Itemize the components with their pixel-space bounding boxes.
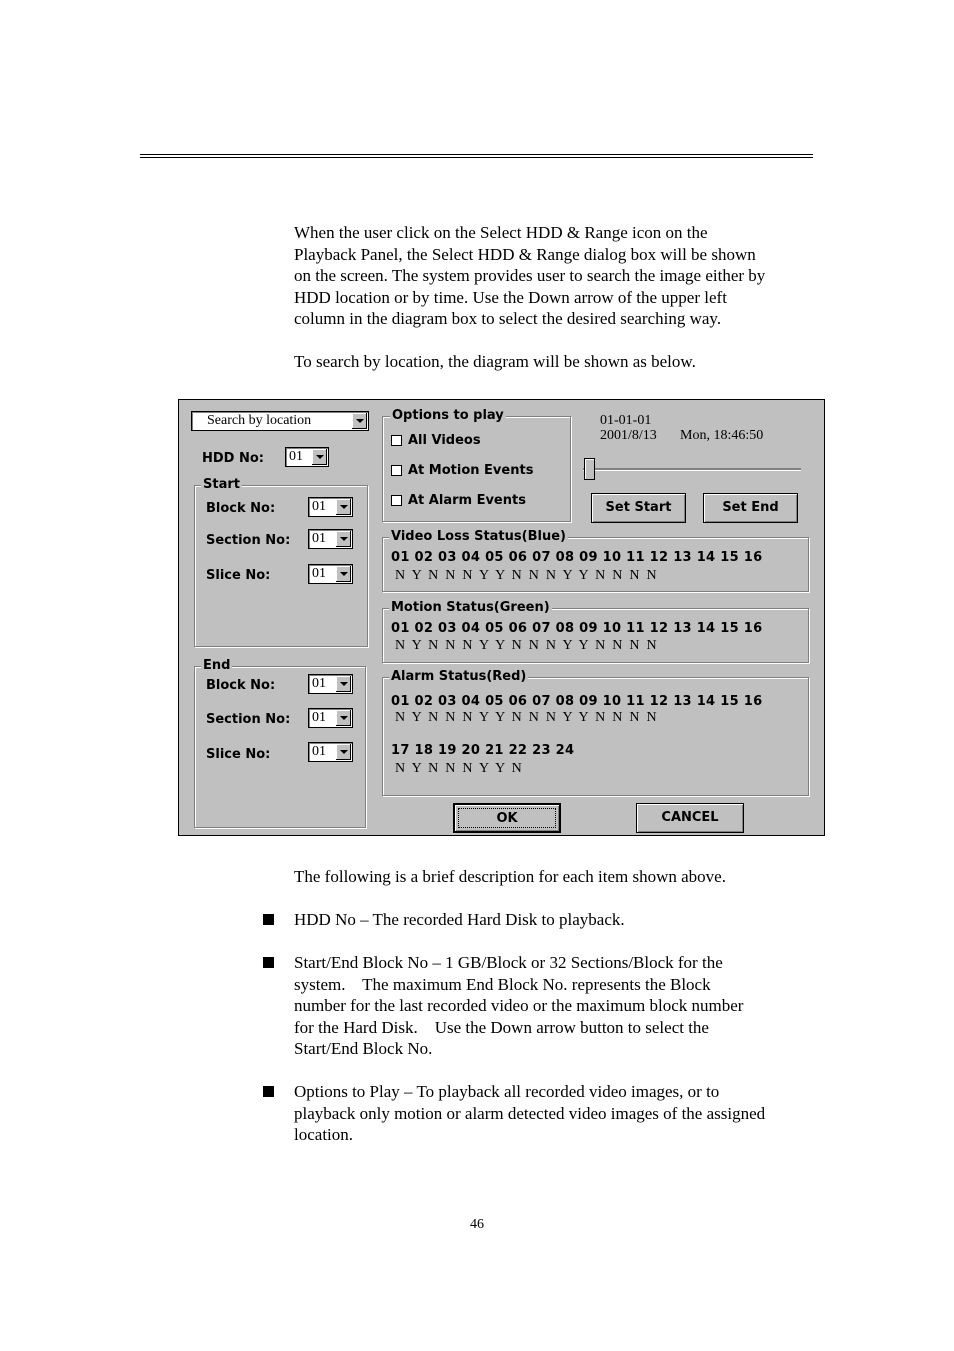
time-day-time: Mon, 18:46:50 [680,428,764,443]
bullet-options [294,1081,824,1146]
intro-paragraph [294,222,824,330]
time-line-1: 01-01-01 [600,413,652,428]
bullet-line: Start/End Block No – 1 GB/Block or 32 Sections/Block for the [294,953,723,972]
start-section-value: 01 [312,531,326,546]
intro-paragraph-2: To search by location, the diagram will be shown as below. [294,352,696,371]
at-alarm-label: At Alarm Events [408,493,526,508]
ok-button[interactable]: OK [453,803,561,833]
chevron-down-icon[interactable] [312,449,327,465]
all-videos-label: All Videos [408,433,481,448]
intro-line: column in the diagram box to select the desired searching way. [294,309,722,328]
bullet-hdd-no: HDD No – The recorded Hard Disk to playback. [294,910,625,929]
motion-channels: 01 02 03 04 05 06 07 08 09 10 11 12 13 14 15 16 [391,621,763,636]
set-end-button[interactable]: Set End [703,493,798,523]
end-group-title: End [203,658,231,673]
at-alarm-checkbox[interactable] [391,495,402,506]
at-motion-checkbox[interactable] [391,465,402,476]
bullet-line: for the Hard Disk. Use the Down arrow button to select the [294,1017,709,1037]
at-motion-label: At Motion Events [408,463,534,478]
intro-line: When the user click on the Select HDD & Range icon on the [294,223,708,242]
chevron-down-icon[interactable] [352,413,367,429]
motion-status: N Y N N N Y Y N N N Y Y N N N N [395,638,657,653]
chevron-down-icon[interactable] [336,676,351,692]
cancel-button[interactable]: CANCEL [636,803,744,833]
description-lead: The following is a brief description for each item shown above. [294,867,726,886]
bullet-square-icon [263,957,274,968]
start-block-label: Block No: [206,501,276,516]
intro-line: on the screen. The system provides user to search the image either by [294,266,766,285]
header-rule-bottom [140,157,813,158]
search-mode-value: Search by location [207,413,312,428]
alarm-title: Alarm Status(Red) [391,669,527,684]
video-loss-status: N Y N N N Y Y N N N Y Y N N N N [395,568,657,583]
bullet-line: location. [294,1125,354,1144]
intro-line: HDD location or by time. Use the Down arrow of the upper left [294,287,727,307]
options-group-title: Options to play [392,408,504,423]
start-section-label: Section No: [206,533,291,548]
chevron-down-icon[interactable] [336,531,351,547]
alarm-status-2: N Y N N N Y Y N [395,761,522,776]
end-section-value: 01 [312,710,326,725]
alarm-channels-1: 01 02 03 04 05 06 07 08 09 10 11 12 13 14 15 16 [391,694,763,709]
start-block-value: 01 [312,499,326,514]
chevron-down-icon[interactable] [336,566,351,582]
alarm-channels-2: 17 18 19 20 21 22 23 24 [391,743,575,758]
time-slider-thumb[interactable] [584,458,595,480]
motion-title: Motion Status(Green) [391,600,550,615]
bullet-line: playback only motion or alarm detected video images of the assigned [294,1103,766,1123]
bullet-square-icon [263,1086,274,1097]
start-section-select[interactable] [308,529,353,549]
end-block-value: 01 [312,676,326,691]
bullet-line: Options to Play – To playback all recorded video images, or to [294,1082,720,1101]
hdd-no-select[interactable] [285,447,329,467]
chevron-down-icon[interactable] [336,499,351,515]
time-slider-track[interactable] [583,468,801,471]
video-loss-title: Video Loss Status(Blue) [391,529,566,544]
chevron-down-icon[interactable] [336,710,351,726]
bullet-square-icon [263,914,274,925]
intro-line: Playback Panel, the Select HDD & Range dialog box will be shown [294,244,756,264]
end-slice-label: Slice No: [206,747,271,762]
end-section-label: Section No: [206,712,291,727]
end-slice-value: 01 [312,744,326,759]
set-start-button[interactable]: Set Start [591,493,686,523]
start-slice-label: Slice No: [206,568,271,583]
search-mode-select[interactable] [191,411,369,431]
page-number: 46 [470,1217,484,1232]
end-block-select[interactable] [308,674,353,694]
time-date: 2001/8/13 [600,428,657,443]
end-slice-select[interactable] [308,742,353,762]
bullet-line: Start/End Block No. [294,1039,433,1058]
select-hdd-range-dialog [178,399,825,836]
chevron-down-icon[interactable] [336,744,351,760]
video-loss-channels: 01 02 03 04 05 06 07 08 09 10 11 12 13 14 15 16 [391,550,763,565]
start-group-title: Start [203,477,240,492]
hdd-no-label: HDD No: [202,451,264,466]
bullet-block-no [294,952,824,1060]
header-rule-top [140,154,813,155]
all-videos-checkbox[interactable] [391,435,402,446]
bullet-line: number for the last recorded video or the maximum block number [294,996,744,1015]
start-block-select[interactable] [308,497,353,517]
start-slice-select[interactable] [308,564,353,584]
bullet-line: system. The maximum End Block No. represents the Block [294,974,711,994]
start-slice-value: 01 [312,566,326,581]
end-section-select[interactable] [308,708,353,728]
end-block-label: Block No: [206,678,276,693]
alarm-status-1: N Y N N N Y Y N N N Y Y N N N N [395,710,657,725]
hdd-no-value: 01 [289,449,303,464]
